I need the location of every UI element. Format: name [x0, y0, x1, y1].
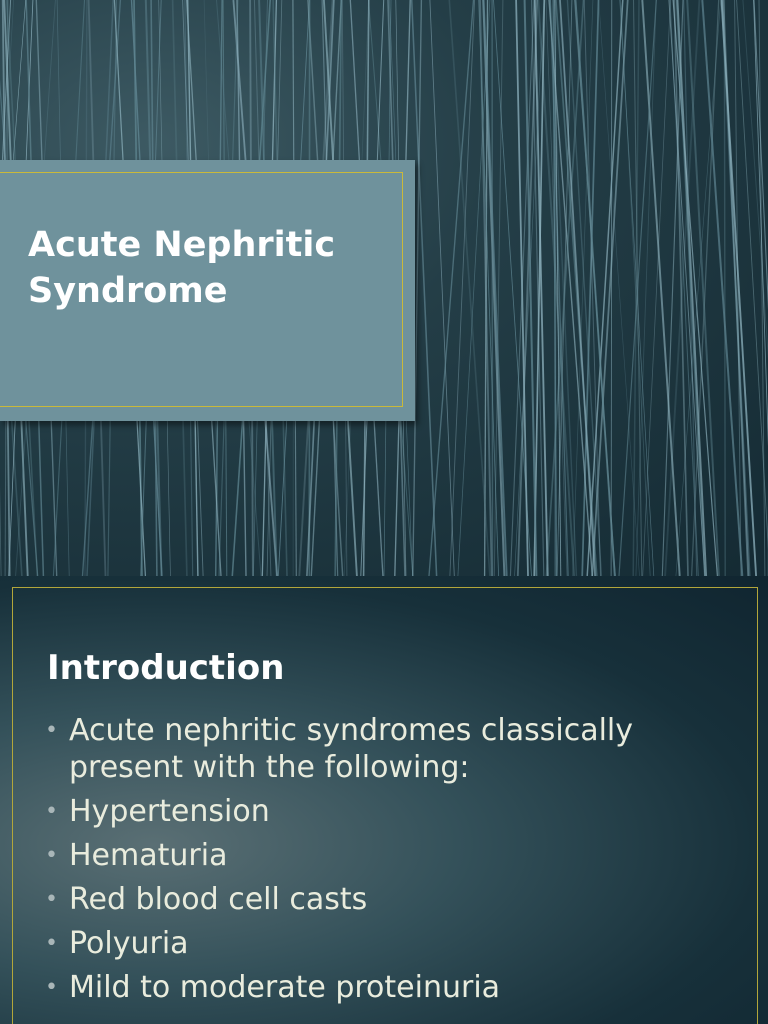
decorative-line: [412, 0, 437, 576]
bullet-list: [45, 712, 735, 1013]
decorative-line: [662, 0, 683, 576]
decorative-line: [759, 0, 765, 576]
decorative-line: [450, 0, 475, 576]
decorative-line: [535, 0, 548, 576]
bullet-icon: •: [45, 799, 58, 824]
bullet-icon: •: [45, 975, 58, 1000]
title-box: [0, 160, 415, 421]
decorative-line: [754, 0, 768, 576]
decorative-line: [592, 0, 628, 576]
list-item: • Polyuria: [45, 926, 189, 961]
bullet-icon: •: [45, 843, 58, 868]
bullet-icon: •: [45, 887, 58, 912]
list-item: • Mild to moderate proteinuria: [45, 970, 501, 1005]
decorative-line: [643, 0, 671, 576]
decorative-line: [429, 0, 474, 576]
section-heading: Introduction: [47, 648, 285, 688]
list-item: • Hematuria: [45, 838, 228, 873]
decorative-line: [611, 0, 612, 576]
decorative-line: [576, 0, 615, 576]
bullet-icon: •: [45, 931, 58, 956]
introduction-slide: [0, 576, 768, 1024]
decorative-line: [724, 0, 725, 576]
slide-title: Acute Nephritic Syndrome: [28, 225, 336, 311]
decorative-line: [449, 0, 490, 576]
bullet-icon: •: [45, 718, 58, 743]
list-item: • Red blood cell casts: [45, 882, 368, 917]
list-item: • Hypertension: [45, 794, 270, 829]
list-item: • Acute nephritic syndromes classically present with the following:: [45, 713, 634, 785]
